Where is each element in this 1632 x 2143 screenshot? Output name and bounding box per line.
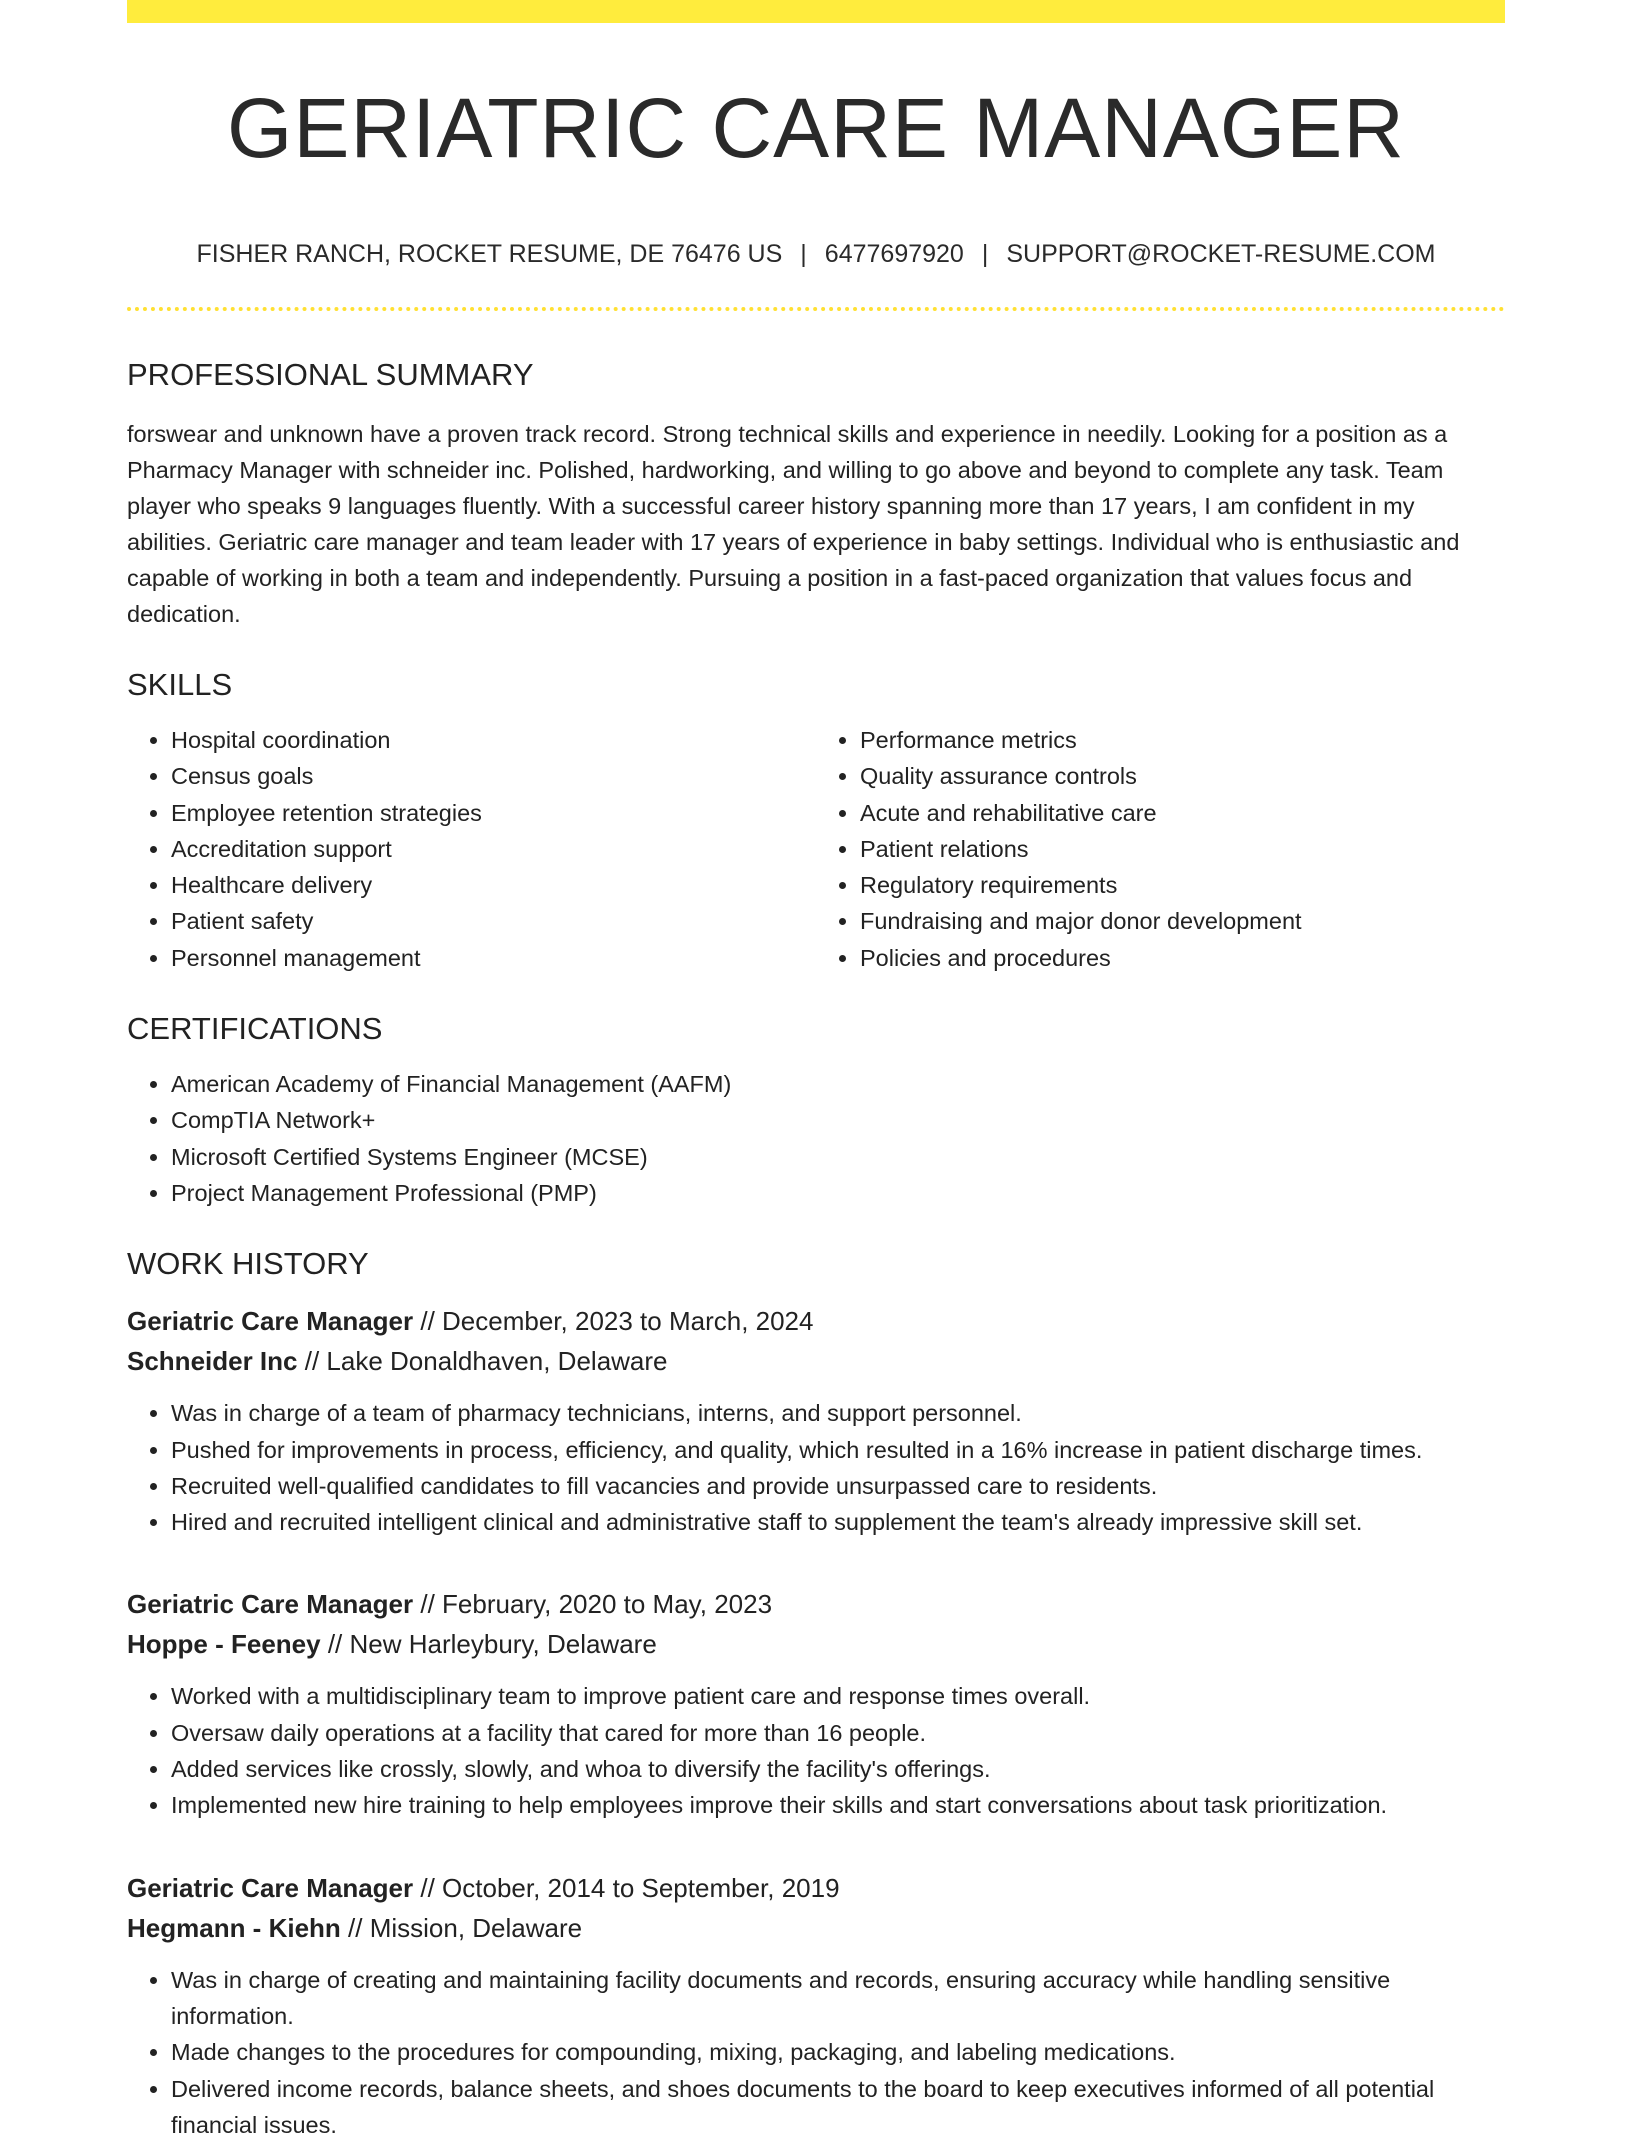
job-title-line <box>127 1584 1505 1624</box>
skill-item: • Employee retention strategies <box>171 795 816 831</box>
skill-item: • Policies and procedures <box>860 940 1505 976</box>
job-bullet: • Hired and recruited intelligent clinical and administrative staff to supplement the team's already impressive skill set. <box>171 1504 1505 1540</box>
job-location: // Mission, Delaware <box>340 1912 583 1943</box>
job-title: Geriatric Care Manager <box>127 1306 414 1337</box>
skill-item: • Personnel management <box>171 940 816 976</box>
resume-body <box>127 350 1505 2143</box>
contact-line <box>127 236 1505 272</box>
job-bullet: • Was in charge of a team of pharmacy technicians, interns, and support personnel. <box>171 1395 1505 1431</box>
work-history-heading: WORK HISTORY <box>127 1246 369 1282</box>
certifications-heading: CERTIFICATIONS <box>127 1011 383 1047</box>
skill-item: • Accreditation support <box>171 831 816 867</box>
job-title-line <box>127 1301 1505 1341</box>
job-bullet: • Worked with a multidisciplinary team to improve patient care and response times overall. <box>171 1678 1505 1714</box>
skill-item: • Regulatory requirements <box>860 867 1505 903</box>
job-company-line <box>127 1341 1505 1381</box>
skill-item: • Performance metrics <box>860 722 1505 758</box>
job-company: Schneider Inc <box>127 1346 298 1377</box>
skills-list-right <box>816 722 1505 976</box>
job-bullets <box>127 1678 1505 1823</box>
summary-section <box>127 350 1505 632</box>
certification-item: • Microsoft Certified Systems Engineer (MCSE) <box>171 1139 1505 1175</box>
skills-list-left <box>127 722 816 976</box>
skill-item: • Quality assurance controls <box>860 758 1505 794</box>
job-bullet: • Oversaw daily operations at a facility that cared for more than 16 people. <box>171 1715 1505 1751</box>
job-company: Hegmann - Kiehn <box>127 1912 341 1943</box>
job-title: Geriatric Care Manager <box>127 1589 414 1620</box>
job-bullets <box>127 1395 1505 1540</box>
job-bullet: • Added services like crossly, slowly, and whoa to diversify the facility's offerings. <box>171 1751 1505 1787</box>
contact-separator: | <box>981 240 989 268</box>
certification-item: • Project Management Professional (PMP) <box>171 1175 1505 1211</box>
skill-item: • Patient relations <box>860 831 1505 867</box>
job-bullet: • Recruited well-qualified candidates to fill vacancies and provide unsurpassed care to residents. <box>171 1468 1505 1504</box>
contact-separator: | <box>800 240 807 268</box>
job-title-line <box>127 1868 1505 1908</box>
skills-section <box>127 660 1505 976</box>
job-entry <box>127 1584 1505 1823</box>
skill-item: • Census goals <box>171 758 816 794</box>
job-title: Geriatric Care Manager <box>127 1872 414 1903</box>
resume-title: GERIATRIC CARE MANAGER <box>227 81 1405 175</box>
contact-address: FISHER RANCH, ROCKET RESUME, DE 76476 US <box>196 240 783 268</box>
certifications-list <box>127 1066 1505 1211</box>
skills-columns <box>127 710 1505 976</box>
skill-item: • Healthcare delivery <box>171 867 816 903</box>
job-bullet: • Was in charge of creating and maintaining facility documents and records, ensuring accuracy while handling sensitive information. <box>171 1962 1505 2035</box>
job-bullets <box>127 1962 1505 2143</box>
summary-text: forswear and unknown have a proven track record. Strong technical skills and experience in needily. Looking for a position as a Pharmacy Manager with schneider inc. Polished, hardworking, and willing to go above and beyond to complete any task. Team player who speaks 9 languages fluently. With a successful career history spanning more than 17 years, I am confident in my abilities. Geriatric care manager and team leader with 17 years of experience in baby settings. Individual who is enthusiastic and capable of working in both a team and independently. Pursuing a position in a fast-paced organization that values focus and dedication. <box>127 421 1460 627</box>
job-company: Hoppe - Feeney <box>127 1629 321 1660</box>
accent-bar <box>127 0 1505 23</box>
job-entry <box>127 1868 1505 2143</box>
job-location: // Lake Donaldhaven, Delaware <box>297 1346 668 1377</box>
certification-item: • American Academy of Financial Management (AAFM) <box>171 1066 1505 1102</box>
job-location: // New Harleybury, Delaware <box>320 1629 657 1660</box>
header-divider <box>127 307 1505 311</box>
job-company-line <box>127 1624 1505 1664</box>
skill-item: • Acute and rehabilitative care <box>860 795 1505 831</box>
job-bullet: • Delivered income records, balance sheets, and shoes documents to the board to keep executives informed of all potential financial issues. <box>171 2071 1505 2143</box>
summary-heading: PROFESSIONAL SUMMARY <box>127 357 534 392</box>
certification-item: • CompTIA Network+ <box>171 1102 1505 1138</box>
skill-item: • Fundraising and major donor development <box>860 903 1505 939</box>
skills-heading: SKILLS <box>127 667 233 702</box>
job-dates: // December, 2023 to March, 2024 <box>413 1306 814 1337</box>
contact-email: SUPPORT@ROCKET-RESUME.COM <box>1006 240 1436 268</box>
job-dates: // February, 2020 to May, 2023 <box>413 1589 773 1620</box>
job-dates: // October, 2014 to September, 2019 <box>413 1872 840 1903</box>
job-company-line <box>127 1908 1505 1948</box>
skill-item: • Hospital coordination <box>171 722 816 758</box>
job-entry <box>127 1301 1505 1540</box>
job-bullet: • Pushed for improvements in process, efficiency, and quality, which resulted in a 16% increase in patient discharge times. <box>171 1432 1505 1468</box>
job-bullet: • Made changes to the procedures for compounding, mixing, packaging, and labeling medications. <box>171 2034 1505 2070</box>
job-bullet: • Implemented new hire training to help employees improve their skills and start conversations about task prioritization. <box>171 1787 1505 1823</box>
certifications-section <box>127 1004 1505 1211</box>
contact-phone: 6477697920 <box>824 240 964 268</box>
work-history-section <box>127 1239 1505 2143</box>
skill-item: • Patient safety <box>171 903 816 939</box>
